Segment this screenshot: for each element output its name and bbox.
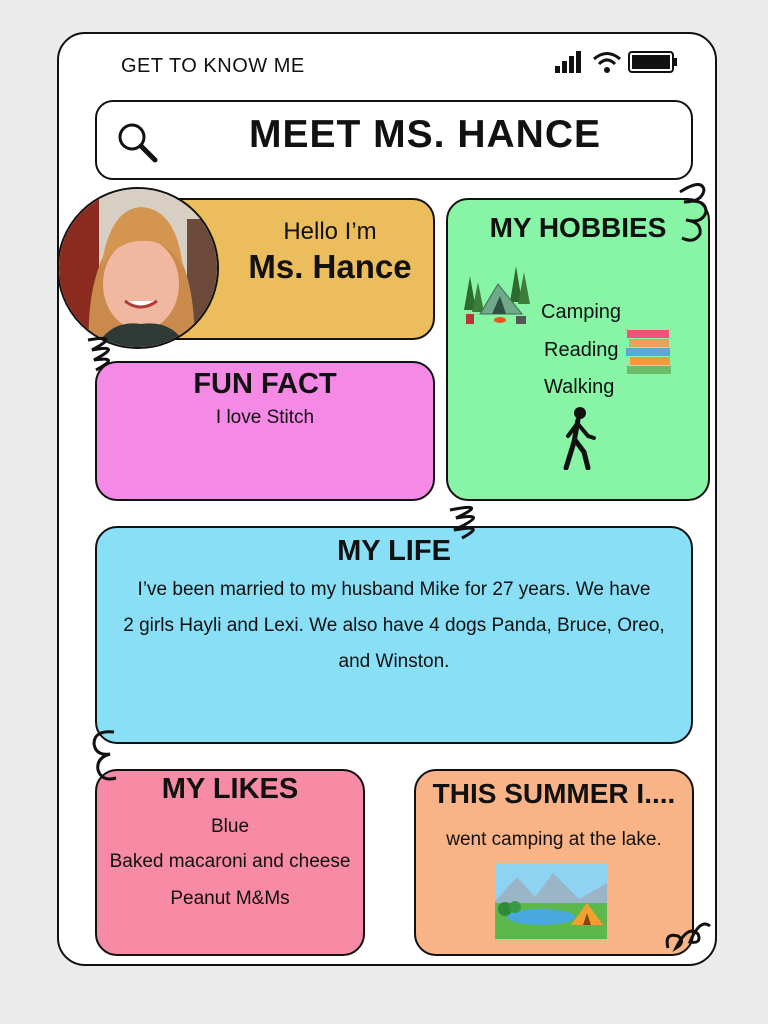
squiggle-decoration [662,908,714,960]
my-life-line: I’ve been married to my husband Mike for 27 years. We have [137,579,651,600]
battery-icon [628,51,678,73]
lake-camping-image [495,863,607,939]
hobby-item: Camping [541,301,622,323]
my-life-line: and Winston. [338,651,450,672]
hobby-item: Walking [544,376,615,398]
tent-camping-icon [462,262,532,328]
walking-person-icon [558,406,598,470]
likes-heading: MY LIKES [161,773,299,805]
my-life-line: 2 girls Hayli and Lexi. We also have 4 dogs Panda, Bruce, Oreo, [123,615,665,636]
wifi-icon [592,50,622,74]
summer-text: went camping at the lake. [446,829,662,850]
squiggle-decoration [86,726,126,786]
greeting-text: Hello I’m [283,218,377,245]
hobbies-heading: MY HOBBIES [489,212,667,243]
squiggle-decoration [444,500,496,542]
search-icon [115,120,159,164]
my-life-heading: MY LIFE [337,535,451,567]
like-item: Baked macaroni and cheese [109,851,351,872]
page-title: MEET MS. HANCE [248,113,601,156]
squiggle-decoration [672,180,712,246]
like-item: Peanut M&Ms [170,888,290,909]
status-title: GET TO KNOW ME [121,55,305,77]
teacher-name: Ms. Hance [248,248,412,285]
fun-fact-text: I love Stitch [215,407,315,428]
signal-icon [555,50,585,74]
summer-heading: THIS SUMMER I.... [432,778,676,809]
hobby-item: Reading [544,339,619,361]
squiggle-decoration [82,330,128,374]
books-icon [624,328,674,376]
avatar [57,187,219,349]
fun-fact-heading: FUN FACT [193,368,337,400]
my-life-text [115,572,673,680]
like-item: Blue [210,816,250,837]
